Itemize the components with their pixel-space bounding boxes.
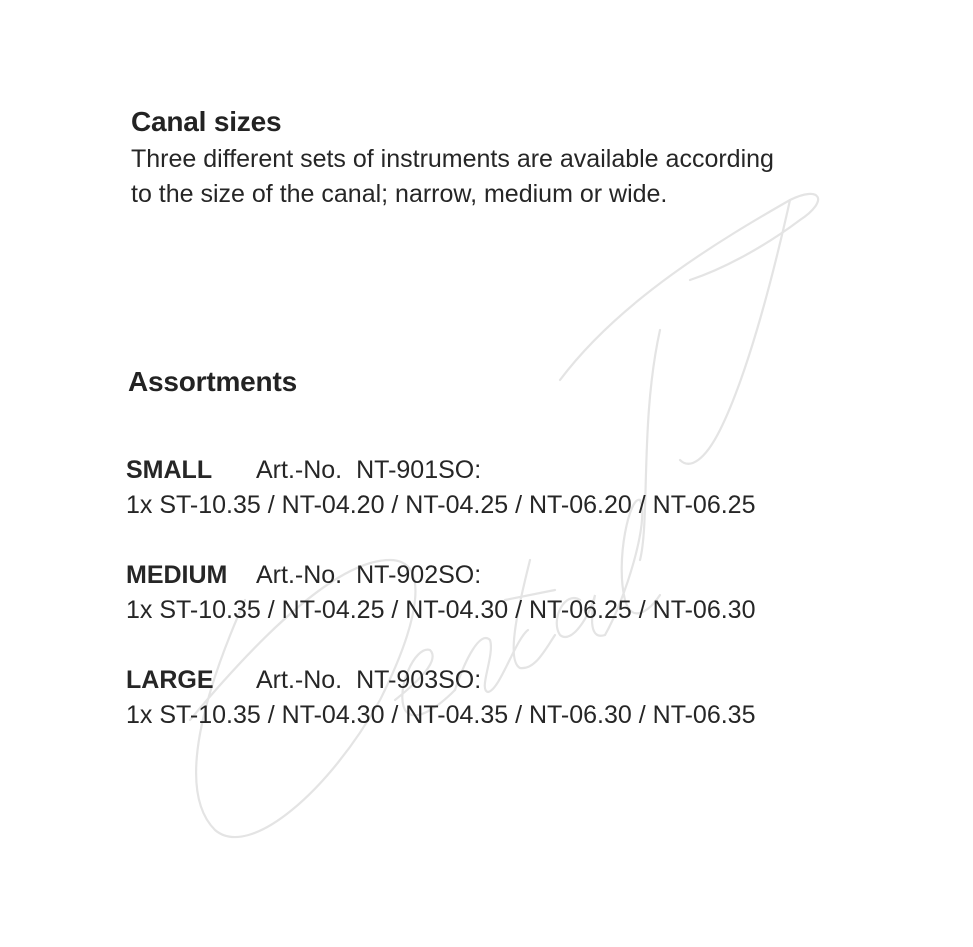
canal-sizes-heading: Canal sizes bbox=[131, 106, 282, 137]
art-no-label: Art.-No. bbox=[256, 561, 343, 589]
assortments-heading: Assortments bbox=[128, 366, 297, 397]
assortment-size-label: MEDIUM bbox=[126, 561, 228, 589]
art-no-value: NT-902SO: bbox=[356, 561, 482, 589]
canal-sizes-text-line-2: to the size of the canal; narrow, medium or wide. bbox=[131, 180, 668, 208]
art-no-label: Art.-No. bbox=[256, 456, 343, 484]
assortment-small-header bbox=[126, 456, 481, 485]
assortment-large-header bbox=[126, 666, 481, 695]
assortment-size-label: LARGE bbox=[126, 666, 214, 694]
assortment-small-contents: 1x ST-10.35 / NT-04.20 / NT-04.25 / NT-06.20 / NT-06.25 bbox=[126, 491, 756, 519]
canal-sizes-text-line-1: Three different sets of instruments are available according bbox=[131, 145, 774, 173]
assortment-large-contents: 1x ST-10.35 / NT-04.30 / NT-04.35 / NT-06.30 / NT-06.35 bbox=[126, 701, 756, 729]
assortment-medium-contents: 1x ST-10.35 / NT-04.25 / NT-04.30 / NT-06.25 / NT-06.30 bbox=[126, 596, 756, 624]
assortment-size-label: SMALL bbox=[126, 456, 213, 484]
assortment-medium-header bbox=[126, 561, 481, 590]
art-no-label: Art.-No. bbox=[256, 666, 343, 694]
art-no-value: NT-903SO: bbox=[356, 666, 482, 694]
art-no-value: NT-901SO: bbox=[356, 456, 482, 484]
